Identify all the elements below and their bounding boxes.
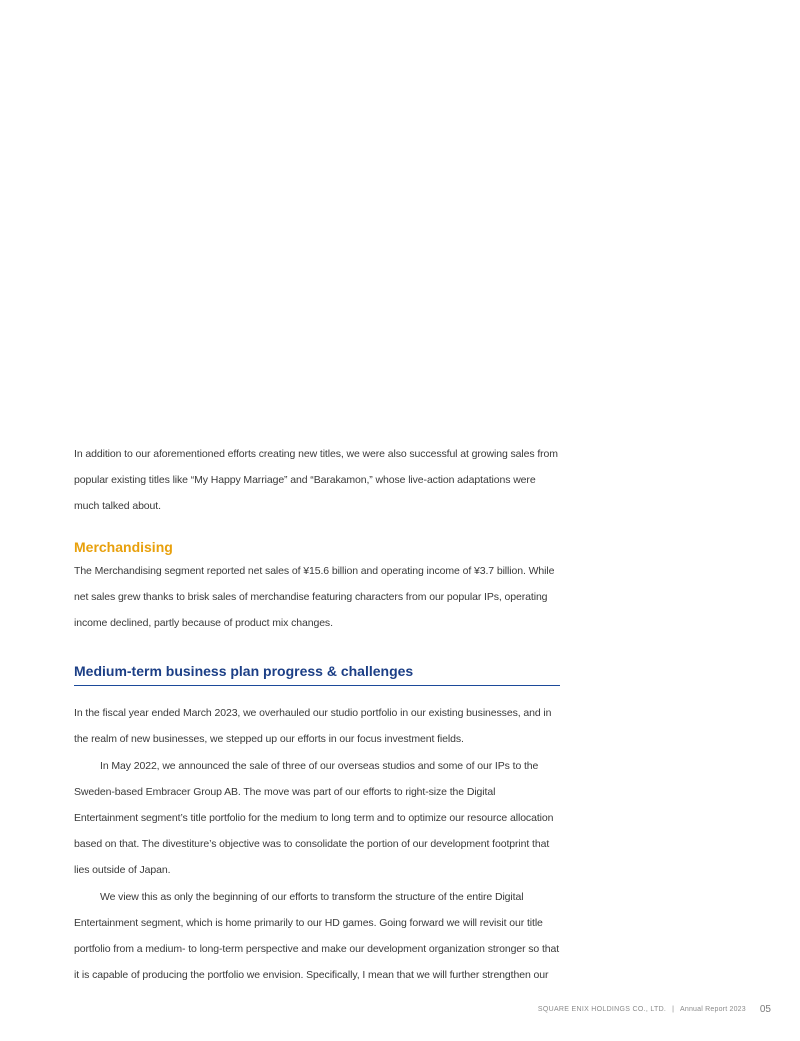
page-footer: [538, 1004, 771, 1015]
merchandising-heading: Merchandising: [74, 538, 173, 555]
page-number: 05: [759, 1004, 771, 1015]
main-content: [74, 441, 560, 988]
plan-heading: Medium-term business plan progress & challenges: [74, 660, 560, 686]
footer-report-title: Annual Report 2023: [680, 1006, 746, 1013]
footer-company-name: SQUARE ENIX HOLDINGS CO., LTD.: [537, 1006, 667, 1013]
intro-paragraph: In addition to our aforementioned efforts creating new titles, we were also successful at growing sales from popular existing titles like “My Happy Marriage” and “Barakamon,” whose live-action adaptations were much talked about.: [74, 448, 558, 513]
footer-separator: |: [672, 1006, 674, 1013]
plan-paragraph: In May 2022, we announced the sale of three of our overseas studios and some of our IPs to the Sweden-based Embracer Group AB. The move was part of our efforts to right-size the Digital Entertainment segment’s title portfolio for the medium to long term and to optimize our resource allocation based on that. The divestiture’s objective was to consolidate the portion of our development footprint that lies outside of Japan.: [74, 759, 554, 877]
plan-paragraph: In the fiscal year ended March 2023, we overhauled our studio portfolio in our existing businesses, and in the realm of new businesses, we stepped up our efforts in our focus investment fields.: [74, 707, 552, 746]
plan-body: [74, 700, 560, 988]
merchandising-paragraph: The Merchandising segment reported net sales of ¥15.6 billion and operating income of ¥3.7 billion. While net sales grew thanks to brisk sales of merchandise featuring characters from our popular IPs, operating income declined, partly because of product mix changes.: [74, 564, 555, 630]
plan-paragraph: We view this as only the beginning of our efforts to transform the structure of the entire Digital Entertainment segment, which is home primarily to our HD games. Going forward we will revisit our title portfolio from a medium- to long-term perspective and make our development organization stronger so that it is capable of producing the portfolio we envision. Specifically, I mean that we will further strengthen our: [74, 890, 560, 982]
